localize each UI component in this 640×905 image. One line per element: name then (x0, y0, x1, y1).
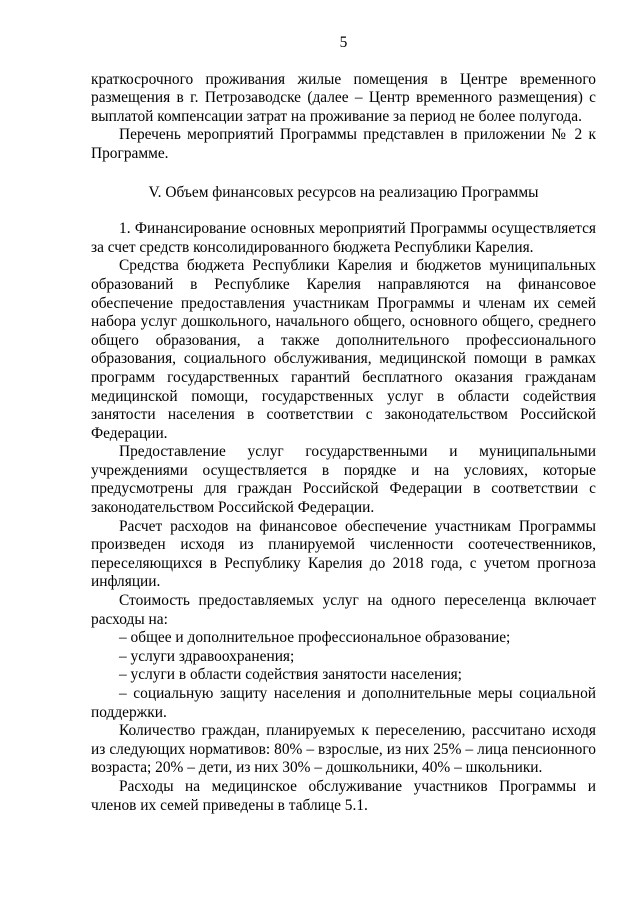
list-item: – общее и дополнительное профессиональное образование; (119, 629, 511, 647)
paragraph-services-provision: Предоставление услуг государственными и муниципальными учреждениями осуществляется в порядке и на условиях, которые предусмотрены для граждан Российской Федерации в соответствии с законодательством Российской Федерации. (91, 443, 596, 517)
paragraph-expense-calculation: Расчет расходов на финансовое обеспечение участникам Программы произведен исходя из планируемой численности соотечественников, переселяющихся в Республику Карелия до 2018 года, с учетом прогноза инфляции. (91, 517, 596, 591)
list-item: – услуги в области содействия занятости населения; (119, 666, 462, 684)
paragraph-financing: 1. Финансирование основных мероприятий Программы осуществляется за счет средств консолидированного бюджета Республики Карелия. (91, 220, 596, 256)
document-page (91, 34, 596, 815)
page-number: 5 (339, 34, 348, 51)
list-item: – социальную защиту населения и дополнительные меры социальной поддержки. (91, 685, 596, 721)
paragraph-budget-funds: Средства бюджета Республики Карелия и бюджетов муниципальных образований в Республике Карелия направляются на финансовое обеспечение предоставления участникам Программы и членам их семей набора услуг дошкольного, начального общего, основного общего, среднего общего образования, а также дополнительного профессионального образования, социального обслуживания, медицинской помощи в рамках программ государственных гарантий бесплатного оказания гражданам медицинской помощи, государственных услуг в области содействия занятости населения в соответствии с законодательством Российской Федерации. (91, 257, 596, 442)
paragraph-activities-list-reference: Перечень мероприятий Программы представлен в приложении № 2 к Программе. (91, 126, 596, 162)
section-heading: V. Объем финансовых ресурсов на реализацию Программы (148, 183, 539, 201)
paragraph-norms: Количество граждан, планируемых к переселению, рассчитано исходя из следующих нормативов: 80% – взрослые, из них 25% – лица пенсионного возраста; 20% – дети, из них 30% – дошкольники, 40% – школьники. (91, 722, 596, 777)
paragraph-continuation: краткосрочного проживания жилые помещения в Центре временного размещения в г. Петрозаводске (далее – Центр временного размещения) с выплатой компенсации затрат на проживание за период не более полугода. (91, 70, 596, 125)
paragraph-medical-expenses: Расходы на медицинское обслуживание участников Программы и членов их семей приведены в таблице 5.1. (91, 777, 596, 814)
paragraph-services-cost: Стоимость предоставляемых услуг на одного переселенца включает расходы на: (91, 592, 596, 628)
list-item: – услуги здравоохранения; (119, 647, 295, 665)
